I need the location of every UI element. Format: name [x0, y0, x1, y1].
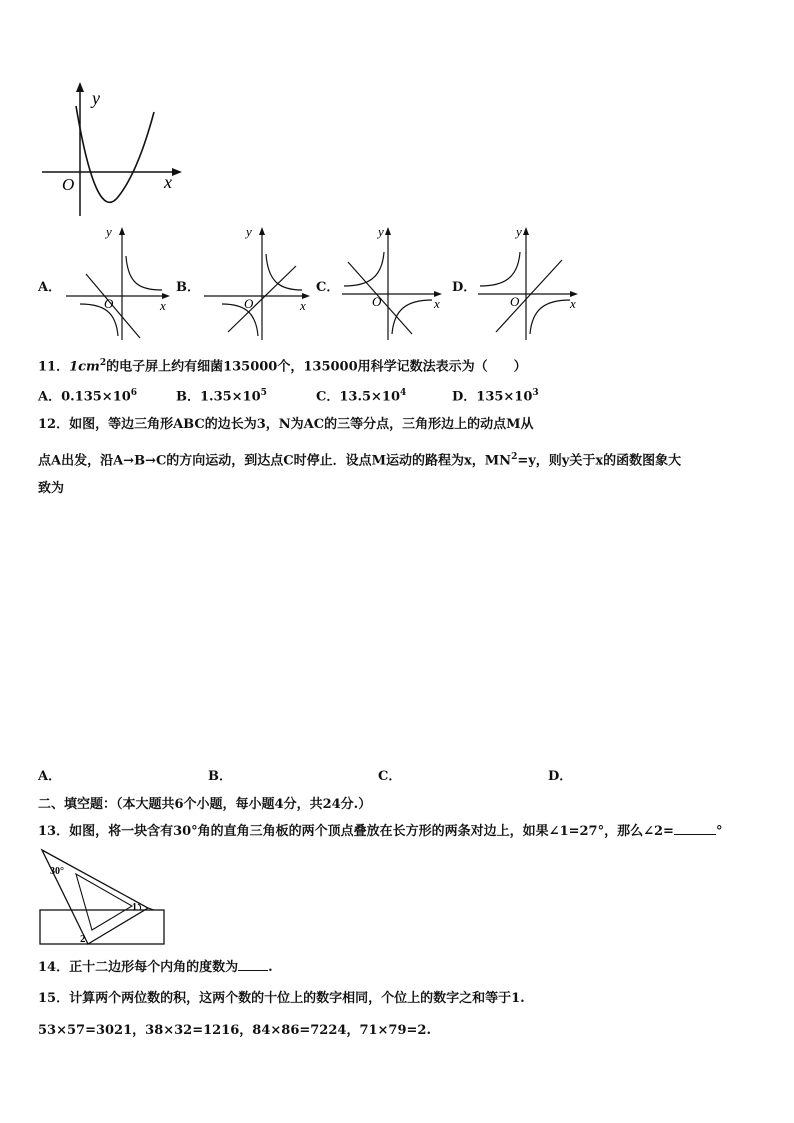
- option-c-label[interactable]: C．: [316, 280, 340, 295]
- q15-line1: 15．计算两个两位数的积，这两个数的十位上的数字相同，个位上的数字之和等于1.: [38, 991, 525, 1006]
- q13-stem: 13．如图，将一块含有30°角的直角三角板的两个顶点叠放在长方形的两条对边上，如果∠1=27°，那么∠2= °: [38, 824, 723, 839]
- svg-text:x: x: [570, 296, 576, 311]
- q12-option-c[interactable]: C．: [378, 769, 402, 784]
- angle-1-label: 1: [132, 902, 137, 913]
- q12-option-b[interactable]: B．: [208, 769, 232, 784]
- line-d: [496, 260, 562, 332]
- q11-option-a[interactable]: A．$0.135\times 10^6$: [38, 388, 138, 405]
- set-square-outer: [42, 850, 148, 944]
- svg-text:y: y: [378, 224, 384, 239]
- q12-line1: 12．如图，等边三角形ABC的边长为3，N为AC的三等分点，三角形边上的动点M从: [38, 417, 534, 432]
- svg-text:O: O: [104, 296, 114, 311]
- top-parabola-graph: [36, 80, 186, 220]
- option-b-graph[interactable]: [200, 224, 312, 342]
- hyperbola-b-upper: [266, 254, 302, 290]
- svg-text:y: y: [106, 224, 112, 239]
- q12-option-a[interactable]: A．: [38, 769, 62, 784]
- svg-text:y: y: [516, 224, 522, 239]
- svg-text:O: O: [372, 294, 382, 309]
- q13-triangle-figure: [36, 846, 172, 950]
- q12-option-d[interactable]: D．: [548, 769, 573, 784]
- rectangle: [40, 910, 164, 944]
- q11-stem: 11．$1cm^2$的电子屏上约有细菌135000个，135000用科学记数法表示为（ ）: [38, 358, 527, 375]
- x-axis-label: x: [164, 172, 172, 192]
- hyperbola-a-upper: [126, 256, 162, 290]
- q13-answer-blank[interactable]: [674, 822, 716, 835]
- angle-2-label: 2: [80, 933, 86, 945]
- q12-line2: 点A出发，沿A→B→C的方向运动，到达点C时停止．设点M运动的路程为x，$MN^2=y$，则y关于x的函数图象大: [38, 452, 682, 469]
- svg-text:O: O: [244, 296, 254, 311]
- option-a-graph[interactable]: [62, 224, 172, 342]
- y-axis-arrow: [76, 82, 84, 92]
- set-square-inner: [76, 874, 132, 930]
- option-d-graph[interactable]: [476, 224, 582, 342]
- hyperbola-d-upper: [480, 252, 520, 286]
- q11-option-c[interactable]: C．$13.5\times 10^4$: [316, 388, 407, 405]
- option-a-label[interactable]: A．: [38, 280, 62, 295]
- q15-line2: 53×57=3021，38×32=1216，84×86=7224，71×79=2.: [38, 1023, 431, 1038]
- parabola-curve: [76, 106, 154, 202]
- angle-30-label: 30°: [50, 866, 64, 877]
- q14-answer-blank[interactable]: [238, 958, 268, 971]
- option-c-graph[interactable]: [340, 224, 446, 342]
- hyperbola-d-lower: [530, 300, 570, 334]
- y-axis-label: y: [92, 88, 100, 108]
- option-b-label[interactable]: B．: [176, 280, 200, 295]
- svg-text:x: x: [434, 296, 440, 311]
- option-d-label[interactable]: D．: [452, 280, 477, 295]
- origin-label: O: [62, 175, 75, 194]
- svg-text:y: y: [246, 224, 252, 239]
- hyperbola-c-lower: [392, 300, 432, 334]
- q12-line3: 致为: [38, 481, 65, 496]
- q14-stem: 14．正十二边形每个内角的度数为 .: [38, 960, 273, 975]
- q11-option-b[interactable]: B．$1.35\times 10^5$: [176, 388, 267, 405]
- svg-text:x: x: [160, 298, 166, 313]
- svg-text:x: x: [300, 298, 306, 313]
- svg-text:O: O: [510, 294, 520, 309]
- q11-option-d[interactable]: D．$135\times 10^3$: [452, 388, 539, 405]
- section2-title: 二、填空题：（本大题共6个小题，每小题4分，共24分.）: [38, 797, 372, 812]
- x-axis-arrow: [172, 168, 182, 176]
